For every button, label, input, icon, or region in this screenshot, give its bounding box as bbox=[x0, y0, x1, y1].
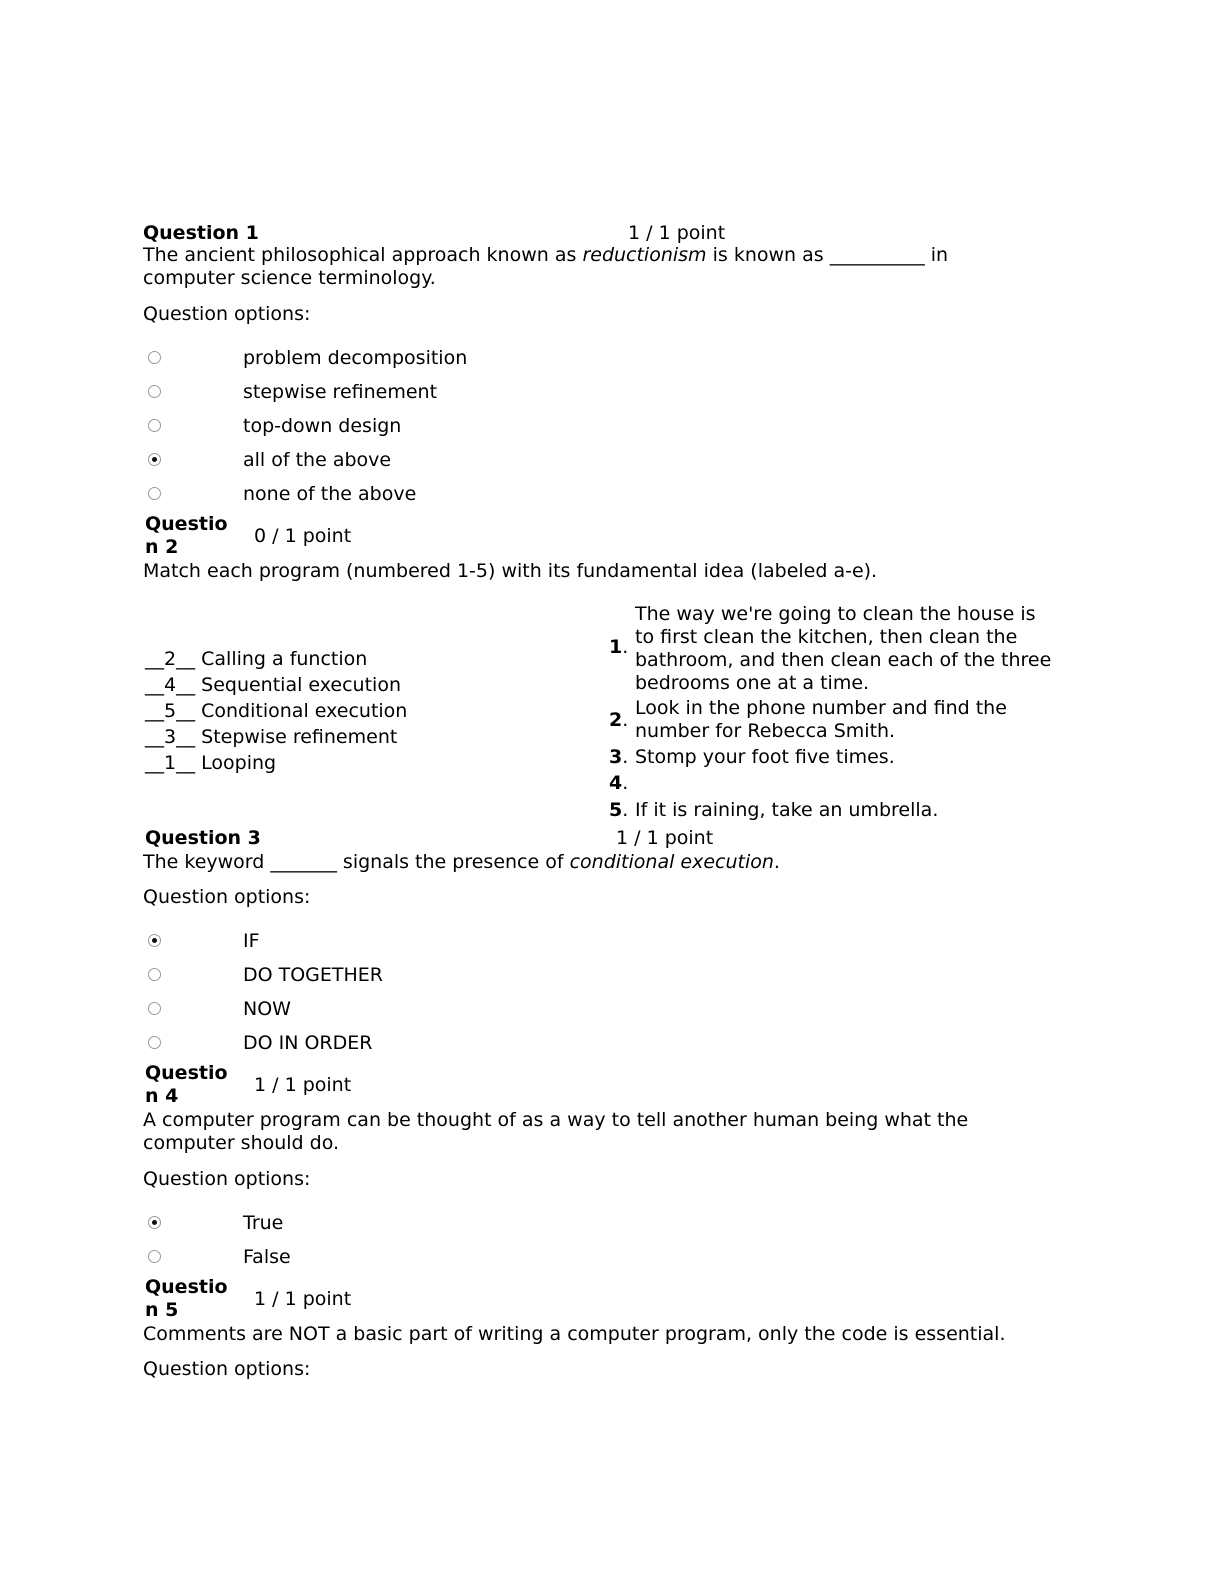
q4-option-2-radio[interactable] bbox=[148, 1250, 161, 1263]
q3-option-2-radio[interactable] bbox=[148, 968, 161, 981]
q2-program-1-num: 1. bbox=[609, 636, 629, 658]
q3-option-1-label: IF bbox=[243, 930, 260, 952]
q1-option-3-radio[interactable] bbox=[148, 419, 161, 432]
q4-score: 1 / 1 point bbox=[254, 1074, 352, 1096]
q3-option-2-label: DO TOGETHER bbox=[243, 964, 384, 986]
q4-option-2-label: False bbox=[243, 1246, 291, 1268]
q2-match-item: __5__ Conditional execution bbox=[145, 700, 408, 722]
q3-title: Question 3 bbox=[145, 827, 261, 849]
q2-match-item: __1__ Looping bbox=[145, 752, 277, 774]
q3-options-label: Question options: bbox=[143, 886, 311, 908]
q3-option-3-label: NOW bbox=[243, 998, 291, 1020]
q1-text: The ancient philosophical approach known as reductionism is known as __________ in computer science terminology. bbox=[143, 244, 949, 289]
q3-score: 1 / 1 point bbox=[616, 827, 714, 849]
q5-text: Comments are NOT a basic part of writing a computer program, only the code is essential. bbox=[143, 1323, 1006, 1345]
q1-option-4-radio[interactable] bbox=[148, 453, 161, 466]
q2-title: Questio n 2 bbox=[145, 513, 228, 558]
q2-match-list bbox=[145, 646, 407, 776]
q2-program-4-num: 4. bbox=[609, 772, 629, 794]
q2-program-5-text: If it is raining, take an umbrella. bbox=[635, 799, 939, 821]
q2-match-item: __3__ Stepwise refinement bbox=[145, 726, 398, 748]
q2-program-2-text: Look in the phone number and find the number for Rebecca Smith. bbox=[635, 697, 1007, 742]
q5-score: 1 / 1 point bbox=[254, 1288, 352, 1310]
q2-text: Match each program (numbered 1-5) with its fundamental idea (labeled a-e). bbox=[143, 560, 878, 582]
q3-option-3-radio[interactable] bbox=[148, 1002, 161, 1015]
q1-score: 1 / 1 point bbox=[628, 222, 726, 244]
q1-option-3-label: top-down design bbox=[243, 415, 402, 437]
q2-match-item: __4__ Sequential execution bbox=[145, 674, 401, 696]
q2-program-3-text: Stomp your foot five times. bbox=[635, 746, 895, 768]
q5-options-label: Question options: bbox=[143, 1358, 311, 1380]
q3-option-4-label: DO IN ORDER bbox=[243, 1032, 373, 1054]
q4-option-1-label: True bbox=[243, 1212, 284, 1234]
q3-text: The keyword _______ signals the presence of conditional execution. bbox=[143, 851, 780, 873]
q1-option-4-label: all of the above bbox=[243, 449, 392, 471]
q1-option-5-radio[interactable] bbox=[148, 487, 161, 500]
q4-title: Questio n 4 bbox=[145, 1062, 228, 1107]
q4-option-1-radio[interactable] bbox=[148, 1216, 161, 1229]
q2-program-2-num: 2. bbox=[609, 709, 629, 731]
q2-program-3-num: 3. bbox=[609, 746, 629, 768]
q1-options-label: Question options: bbox=[143, 303, 311, 325]
q2-match-item: __2__ Calling a function bbox=[145, 648, 368, 670]
q1-option-1-label: problem decomposition bbox=[243, 347, 468, 369]
q1-option-2-label: stepwise refinement bbox=[243, 381, 438, 403]
q5-title: Questio n 5 bbox=[145, 1276, 228, 1321]
q4-text: A computer program can be thought of as a way to tell another human being what the computer should do. bbox=[143, 1109, 969, 1154]
q1-option-2-radio[interactable] bbox=[148, 385, 161, 398]
q2-program-5-num: 5. bbox=[609, 799, 629, 821]
q4-options-label: Question options: bbox=[143, 1168, 311, 1190]
q3-option-1-radio[interactable] bbox=[148, 934, 161, 947]
q2-program-1-text: The way we're going to clean the house is to first clean the kitchen, then clean the bathroom, and then clean each of the three bedrooms one at a time. bbox=[635, 603, 1052, 694]
q1-title: Question 1 bbox=[143, 222, 259, 244]
q1-option-1-radio[interactable] bbox=[148, 351, 161, 364]
q3-option-4-radio[interactable] bbox=[148, 1036, 161, 1049]
q1-option-5-label: none of the above bbox=[243, 483, 417, 505]
q2-score: 0 / 1 point bbox=[254, 525, 352, 547]
